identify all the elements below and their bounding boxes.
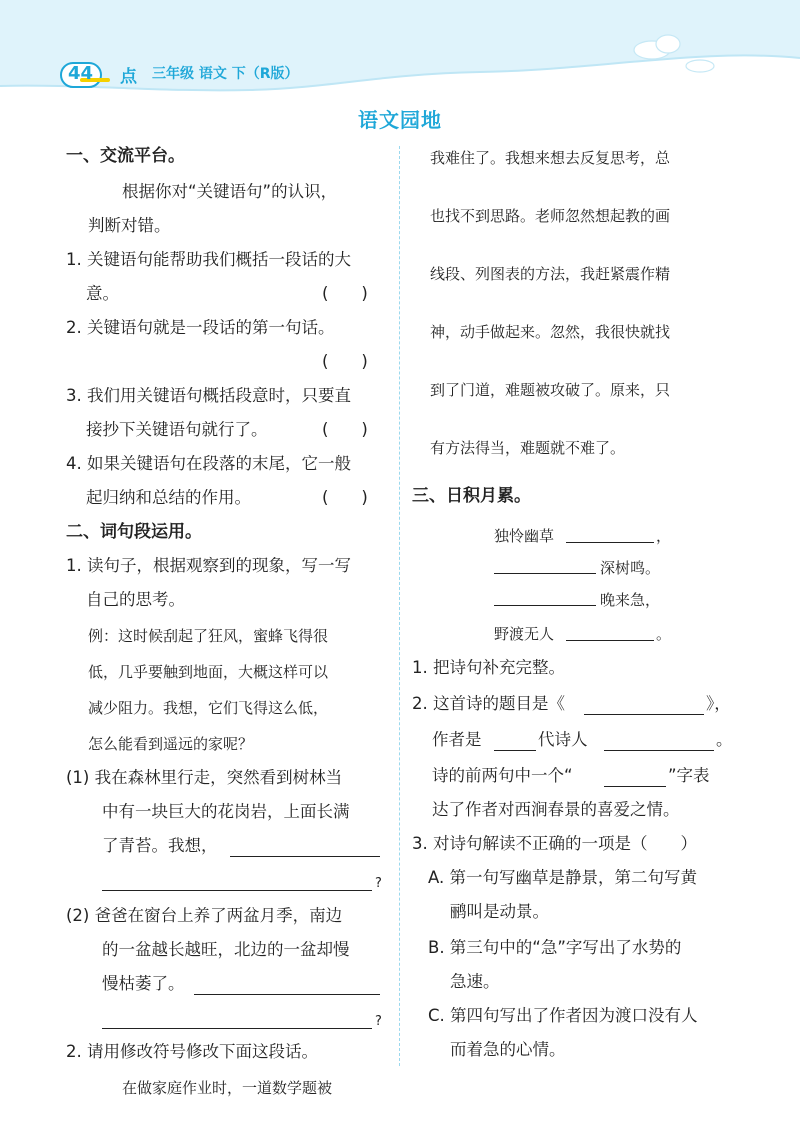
s3-q2-line2b: 代诗人: [538, 730, 588, 749]
answer-paren-3[interactable]: ( ): [322, 420, 368, 439]
poem-blank-2[interactable]: [494, 573, 596, 574]
s3-q2-line2c: 。: [716, 730, 733, 749]
answer-blank[interactable]: [230, 856, 380, 857]
s3-q2-line1a: 2. 这首诗的题目是《: [412, 694, 565, 713]
s2-sub1-line2: 中有一块巨大的花岗岩，上面长满: [102, 802, 350, 821]
passage-line-6: 到了门道，难题被攻破了。原来，只: [430, 381, 671, 399]
column-divider: [399, 146, 400, 1066]
answer-blank-title[interactable]: [584, 714, 704, 715]
example-line-1: 例：这时候刮起了狂风，蜜蜂飞得很: [88, 627, 329, 645]
option-a-line1[interactable]: A. 第一句写幽草是静景，第二句写黄: [428, 868, 697, 887]
poem-punct-1: ，: [656, 527, 672, 545]
section-3-title: 三、日积月累。: [412, 486, 531, 506]
s3-q2-line1b: 》，: [706, 694, 731, 713]
question-mark: ?: [375, 1014, 382, 1029]
s1-q2-line1: 2. 关键语句就是一段话的第一句话。: [66, 318, 335, 337]
question-mark: ?: [375, 876, 382, 891]
page-title: 语文园地: [358, 108, 442, 132]
answer-blank-word[interactable]: [604, 786, 666, 787]
passage-line-5: 神，动手做起来。忽然，我很快就找: [430, 323, 671, 341]
s3-q1: 1. 把诗句补充完整。: [412, 658, 565, 677]
poem-line-1: 独怜幽草: [494, 527, 555, 545]
answer-paren-1[interactable]: ( ): [322, 284, 368, 303]
s3-q2-line3b: ”字表: [668, 766, 710, 785]
s2-sub2-line3: 慢枯萎了。: [102, 974, 185, 993]
answer-paren-2[interactable]: ( ): [322, 352, 368, 371]
page-number: 44: [68, 63, 94, 84]
option-c-line1[interactable]: C. 第四句写出了作者因为渡口没有人: [428, 1006, 698, 1025]
section-1-title: 一、交流平台。: [66, 146, 185, 166]
passage-line-1: 在做家庭作业时，一道数学题被: [122, 1079, 333, 1097]
answer-blank-author[interactable]: [604, 750, 714, 751]
s2-q1-line2: 自己的思考。: [86, 590, 185, 609]
poem-blank-4[interactable]: [566, 640, 654, 641]
option-a-line2: 鹂叫是动景。: [450, 902, 549, 921]
example-line-2: 低，几乎要触到地面，大概这样可以: [88, 663, 329, 681]
passage-line-4: 线段、列图表的方法，我赶紧震作精: [430, 265, 671, 283]
s1-q3-line1: 3. 我们用关键语句概括段意时，只要直: [66, 386, 351, 405]
answer-blank[interactable]: [194, 994, 380, 995]
s1-intro-1: 根据你对“关键语句”的认识，: [122, 182, 338, 201]
poem-blank-1[interactable]: [566, 542, 654, 543]
example-line-4: 怎么能看到遥远的家呢？: [88, 735, 254, 753]
brand-logo: 点: [120, 67, 137, 87]
s2-sub1-line1: (1) 我在森林里行走，突然看到树林当: [66, 768, 343, 787]
passage-line-2: 我难住了。我想来想去反复思考，总: [430, 149, 671, 167]
poem-line-3: 晚来急，: [600, 591, 661, 609]
s1-q4-line2: 起归纳和总结的作用。: [86, 488, 251, 507]
passage-line-7: 有方法得当，难题就不难了。: [430, 439, 626, 457]
poem-line-2: 深树鸣。: [600, 559, 661, 577]
answer-paren-4[interactable]: ( ): [322, 488, 368, 507]
option-c-line2: 而着急的心情。: [450, 1040, 566, 1059]
s2-sub2-line2: 的一盆越长越旺，北边的一盆却慢: [102, 940, 350, 959]
s1-q1-line2: 意。: [86, 284, 119, 303]
s1-intro-2: 判断对错。: [88, 216, 171, 235]
answer-blank-dynasty[interactable]: [494, 750, 536, 751]
book-subtitle: 三年级 语文 下（R版）: [152, 66, 299, 82]
s3-q2-line4: 达了作者对西涧春景的喜爱之情。: [432, 800, 680, 819]
s2-sub1-line3: 了青苔。我想，: [102, 836, 218, 855]
s2-q1-line1: 1. 读句子，根据观察到的现象，写一写: [66, 556, 351, 575]
s3-q2-line2a: 作者是: [432, 730, 482, 749]
poem-line-4: 野渡无人: [494, 625, 555, 643]
s1-q3-line2: 接抄下关键语句就行了。: [86, 420, 268, 439]
option-b-line2: 急速。: [450, 972, 500, 991]
poem-blank-3[interactable]: [494, 605, 596, 606]
example-line-3: 减少阻力。我想，它们飞得这么低，: [88, 699, 329, 717]
s1-q4-line1: 4. 如果关键语句在段落的末尾，它一般: [66, 454, 351, 473]
s3-q2-line3a: 诗的前两句中一个“: [432, 766, 573, 785]
s2-q2-line1: 2. 请用修改符号修改下面这段话。: [66, 1042, 318, 1061]
passage-line-3: 也找不到思路。老师忽然想起教的画: [430, 207, 671, 225]
poem-punct-4: 。: [656, 625, 672, 643]
s2-sub2-line1: (2) 爸爸在窗台上养了两盆月季，南边: [66, 906, 343, 925]
answer-blank[interactable]: [102, 890, 372, 891]
s3-q3: 3. 对诗句解读不正确的一项是（ ）: [412, 834, 697, 853]
option-b-line1[interactable]: B. 第三句中的“急”字写出了水势的: [428, 938, 682, 957]
section-2-title: 二、词句段运用。: [66, 522, 202, 542]
answer-blank[interactable]: [102, 1028, 372, 1029]
s1-q1-line1: 1. 关键语句能帮助我们概括一段话的大: [66, 250, 351, 269]
